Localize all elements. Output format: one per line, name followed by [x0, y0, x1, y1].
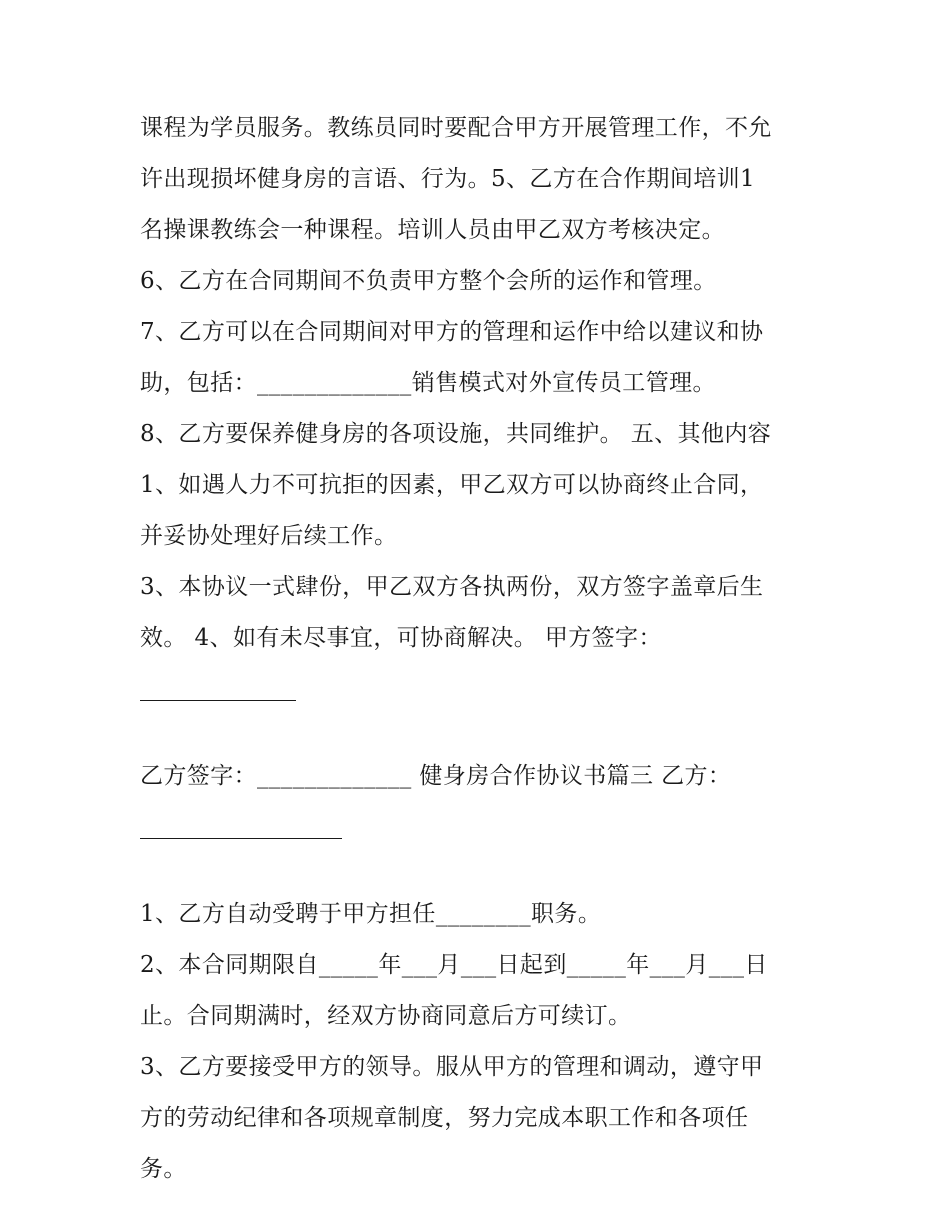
text-line: 许出现损坏健身房的言语、行为。5、乙方在合作期间培训1: [140, 166, 756, 192]
signature-underline: [140, 838, 342, 839]
text-line: 助，包括：_____________销售模式对外宣传员工管理。: [140, 370, 716, 396]
signature-blank-line: [140, 700, 820, 751]
text-line: 方的劳动纪律和各项规章制度，努力完成本职工作和各项任: [140, 1105, 749, 1131]
text-line: 8、乙方要保养健身房的各项设施，共同维护。 五、其他内容: [140, 421, 772, 447]
text-line: 止。合同期满时，经双方协商同意后方可续订。: [140, 1003, 632, 1029]
text-line: 6、乙方在合同期间不负责甲方整个会所的运作和管理。: [140, 268, 717, 294]
text-line: 效。 4、如有未尽事宜，可协商解决。 甲方签字：: [140, 625, 662, 651]
text-line: 7、乙方可以在合同期间对甲方的管理和运作中给以建议和协: [140, 319, 764, 345]
text-line: 3、本协议一式肆份，甲乙双方各执两份，双方签字盖章后生: [140, 574, 764, 600]
text-line: 1、乙方自动受聘于甲方担任________职务。: [140, 901, 602, 927]
document-body: [140, 103, 820, 1195]
text-line: 并妥协处理好后续工作。: [140, 523, 398, 549]
signature-blank-line: [140, 838, 820, 889]
text-line: 务。: [140, 1156, 187, 1182]
text-line: 名操课教练会一种课程。培训人员由甲乙双方考核决定。: [140, 217, 725, 243]
text-line: 乙方签字：_____________ 健身房合作协议书篇三 乙方：: [140, 763, 732, 789]
text-line: 3、乙方要接受甲方的领导。服从甲方的管理和调动，遵守甲: [140, 1054, 764, 1080]
signature-underline: [140, 700, 296, 701]
text-line: 课程为学员服务。教练员同时要配合甲方开展管理工作，不允: [140, 115, 772, 141]
text-line: 2、本合同期限自_____年___月___日起到_____年___月___日: [140, 952, 768, 978]
text-line: 1、如遇人力不可抗拒的因素，甲乙双方可以协商终止合同，: [140, 472, 764, 498]
